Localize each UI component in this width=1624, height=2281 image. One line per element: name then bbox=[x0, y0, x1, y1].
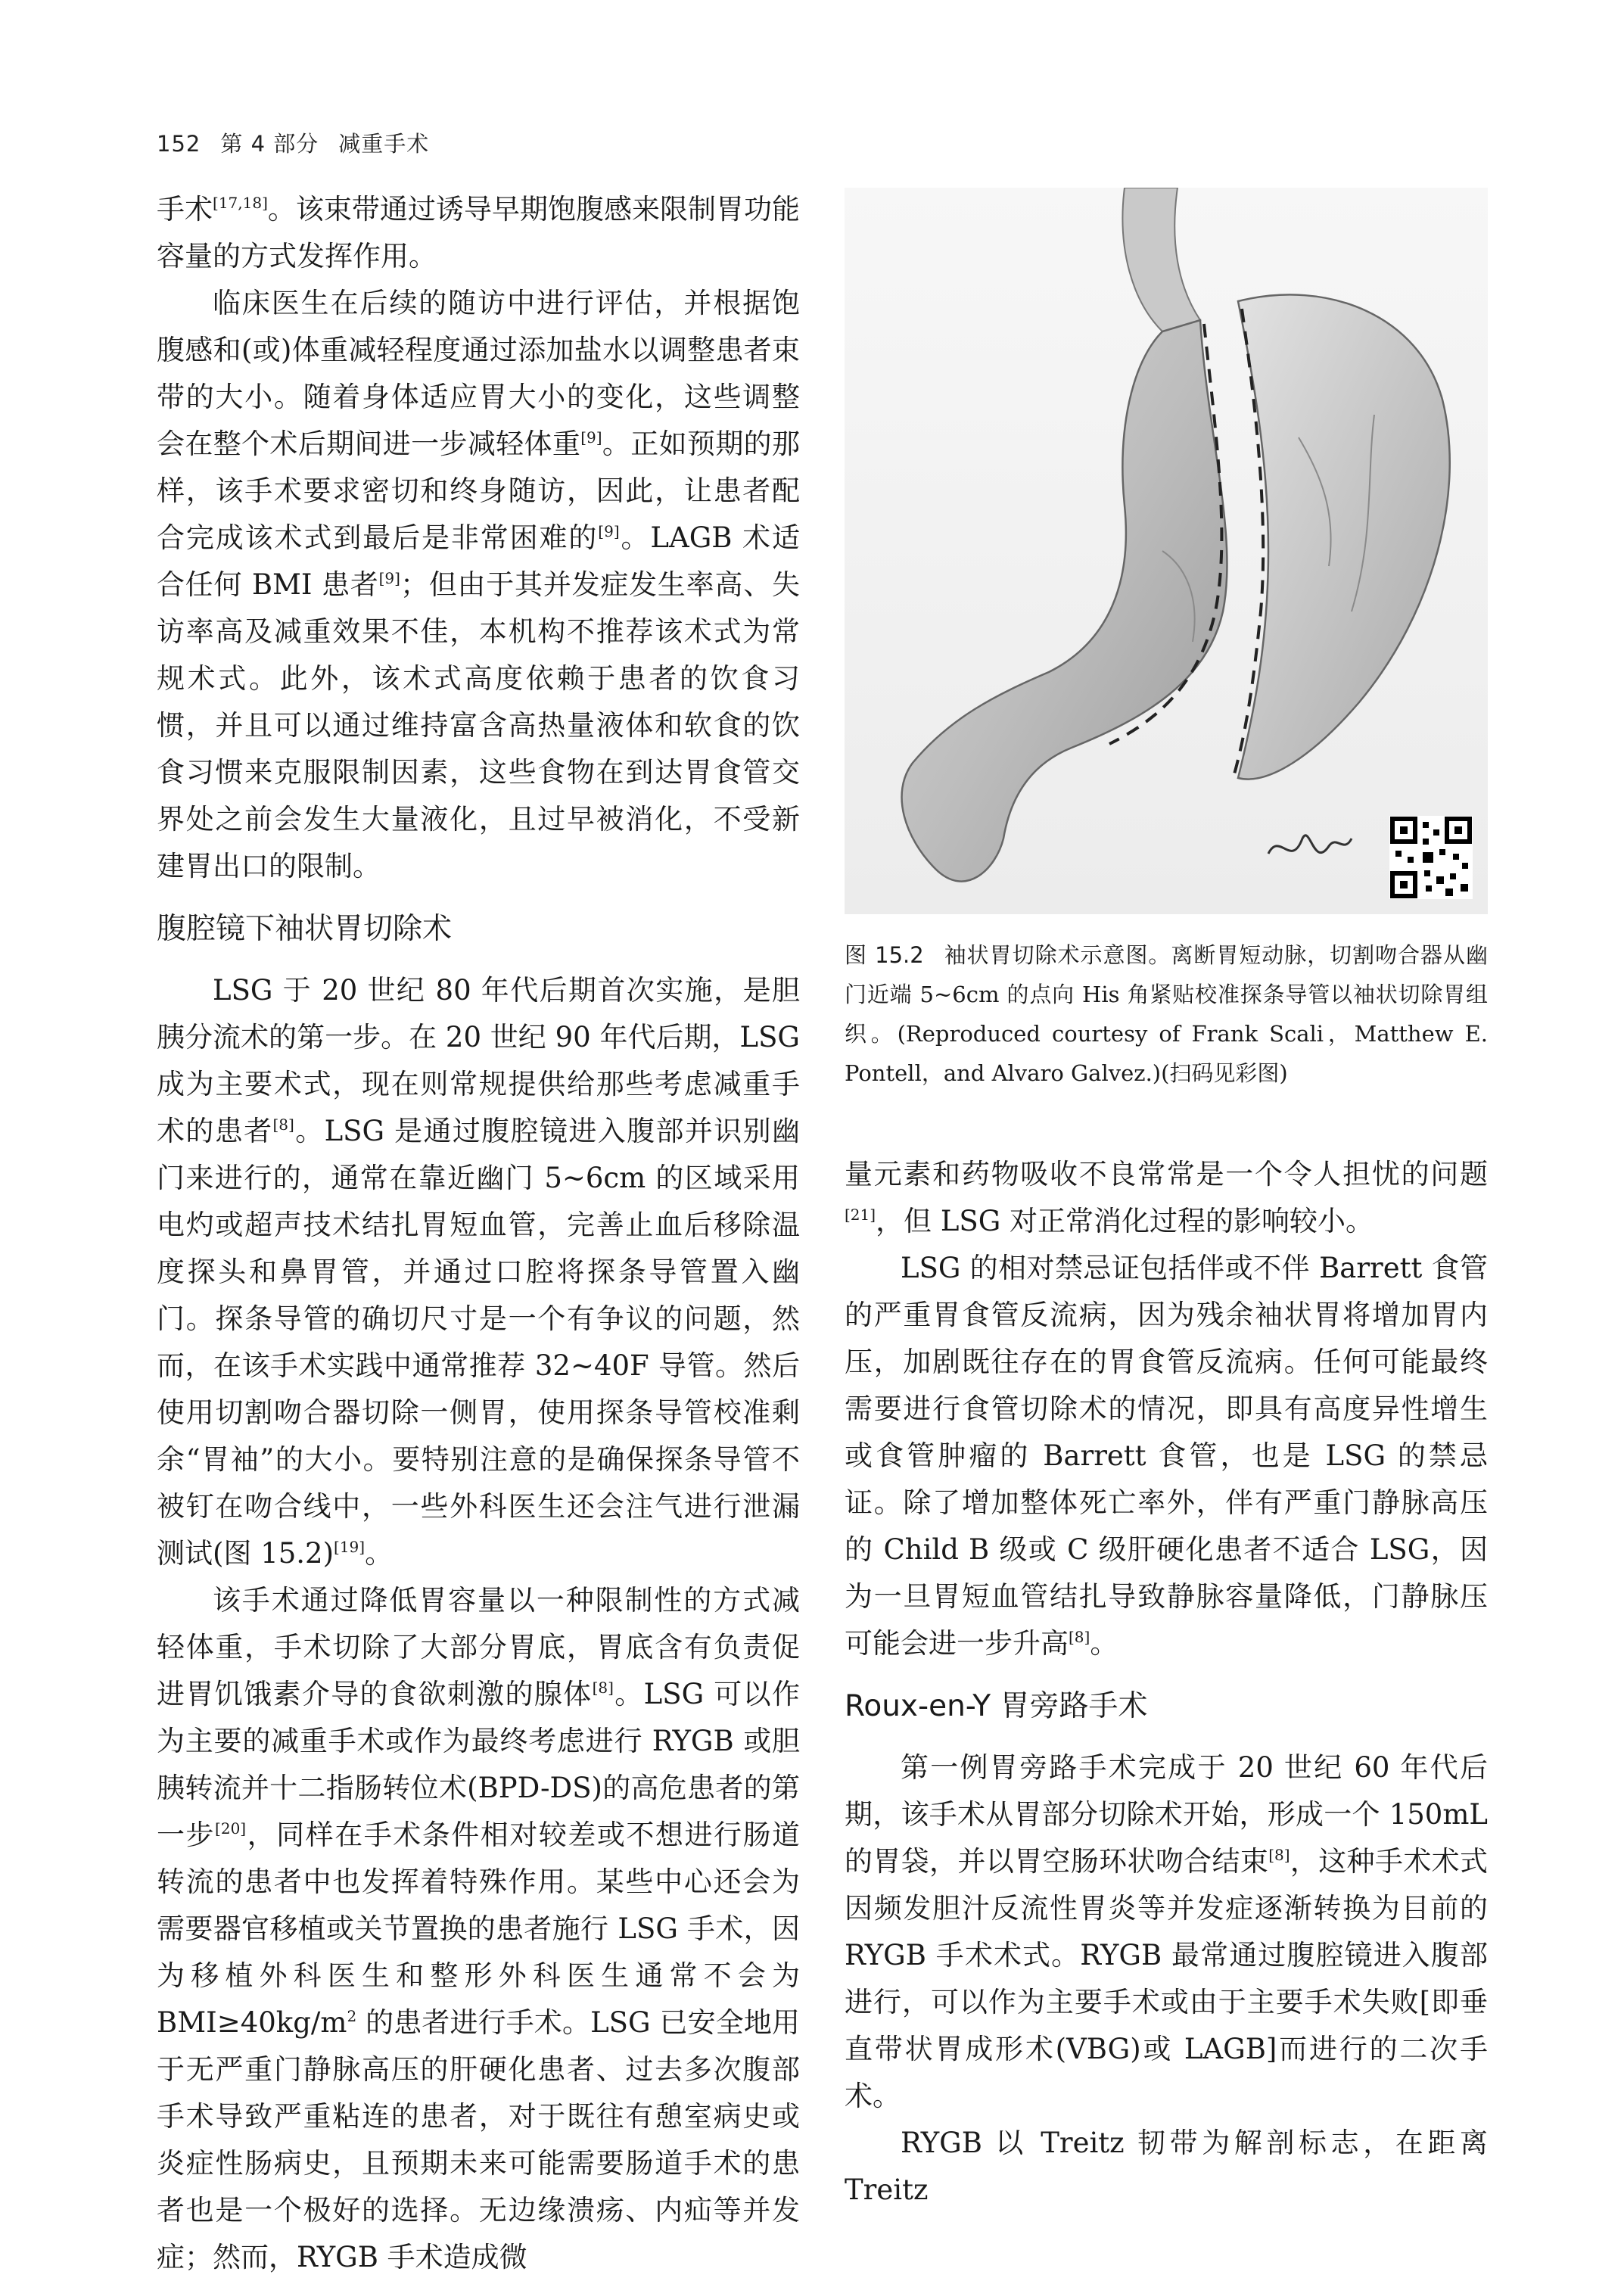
paragraph: 该手术通过降低胃容量以一种限制性的方式减轻体重，手术切除了大部分胃底，胃底含有负责促进胃饥饿素介导的食欲刺激的腺体[8]。LSG 可以作为主要的减重手术或作为最终考虑进行 RYGB 或胆胰转流并十二指肠转位术(BPD-DS)的高危患者的第一步[20]，同样在手术条件相对较差或不想进行肠道转流的患者中也发挥着特殊作用。某些中心还会为需要器官移植或关节置换的患者施行 LSG 手术，因为移植外科医生和整形外科医生通常不会为 $BMI\ge 40kg/m^2$ 的患者进行手术。LSG 已安全地用于无严重门静脉高压的肝硬化患者、过去多次腹部手术导致严重粘连的患者，对于既往有憩室病史或炎症性肠病史，且预期未来可能需要肠道手术的患者也是一个极好的选择。无边缘溃疡、内疝等并发症；然而，RYGB 手术造成微 bbox=[157, 1584, 801, 2273]
gastric-sleeve-shape bbox=[902, 320, 1227, 882]
citation: [8] bbox=[1268, 1846, 1290, 1864]
citation: [9] bbox=[580, 428, 602, 447]
citation: [9] bbox=[598, 522, 620, 540]
citation: [8] bbox=[1069, 1628, 1090, 1646]
caption-text: 袖状胃切除术示意图。离断胃短动脉，切割吻合器从幽门近端 5~6cm 的点向 His 角紧贴校准探条导管以袖状切除胃组织。(Reproduced courtesy of Frank Scali，Matthew E. Pontell，and Alvaro Galvez.)(扫码见彩图) bbox=[845, 942, 1488, 1086]
esophagus-shape bbox=[1122, 188, 1200, 331]
part-title: 减重手术 bbox=[338, 131, 430, 157]
citation: [20] bbox=[215, 1819, 247, 1838]
figure-label: 图 15.2 bbox=[845, 942, 924, 968]
citation: [9] bbox=[378, 569, 400, 587]
paragraph: LSG 的相对禁忌证包括伴或不伴 Barrett 食管的严重胃食管反流病，因为残余袖状胃将增加胃内压，加剧既往存在的胃食管反流病。任何可能最终需要进行食管切除术的情况，即具有高度异性增生或食管肿瘤的 Barrett 食管，也是 LSG 的禁忌证。除了增加整体死亡率外，伴有严重门静脉高压的 Child B 级或 C 级肝硬化患者不适合 LSG，因为一旦胃短血管结扎导致静脉容量降低，门静脉压可能会进一步升高[8]。 bbox=[845, 1252, 1488, 1660]
sleeve-gastrectomy-drawing bbox=[845, 188, 1488, 914]
superscript: 2 bbox=[347, 2007, 357, 2025]
figure-caption bbox=[845, 935, 1488, 1093]
stomach-illustration bbox=[845, 188, 1488, 914]
paragraph: 手术[17,18]。该束带通过诱导早期饱腹感来限制胃功能容量的方式发挥作用。 bbox=[157, 193, 801, 272]
paragraph: 临床医生在后续的随访中进行评估，并根据饱腹感和(或)体重减轻程度通过添加盐水以调整患者束带的大小。随着身体适应胃大小的变化，这些调整会在整个术后期间进一步减轻体重[9]。正如预期的那样，该手术要求密切和终身随访，因此，让患者配合完成该术式到最后是非常困难的[9]。LAGB 术适合任何 BMI 患者[9]；但由于其并发症发生率高、失访率高及减重效果不佳，本机构不推荐该术式为常规术式。此外，该术式高度依赖于患者的饮食习惯，并且可以通过维持富含高热量液体和软食的饮食习惯来克服限制因素，这些食物在到达胃食管交界处之前会发生大量液化，且过早被消化，不受新建胃出口的限制。 bbox=[157, 287, 801, 882]
part-label: 第 4 部分 bbox=[220, 131, 319, 157]
right-column bbox=[845, 1151, 1488, 2214]
left-column bbox=[157, 186, 800, 2281]
citation: [19] bbox=[334, 1538, 366, 1556]
citation: [8] bbox=[272, 1116, 294, 1134]
section-heading: Roux-en-Y 胃旁路手术 bbox=[845, 1689, 1148, 1723]
resected-stomach-shape bbox=[1238, 294, 1450, 779]
paragraph: LSG 于 20 世纪 80 年代后期首次实施，是胆胰分流术的第一步。在 20 世纪 90 年代后期，LSG 成为主要术式，现在则常规提供给那些考虑减重手术的患者[8]。LSG 是通过腹腔镜进入腹部并识别幽门来进行的，通常在靠近幽门 5~6cm 的区域采用电灼或超声技术结扎胃短血管，完善止血后移除温度探头和鼻胃管，并通过口腔将探条导管置入幽门。探条导管的确切尺寸是一个有争议的问题，然而，在该手术实践中通常推荐 32~40F 导管。然后使用切割吻合器切除一侧胃，使用探条导管校准剩余“胃袖”的大小。要特别注意的是确保探条导管不被钉在吻合线中，一些外科医生还会注气进行泄漏测试(图 15.2)[19]。 bbox=[157, 974, 800, 1570]
citation: [8] bbox=[592, 1679, 614, 1697]
page-number: 152 bbox=[157, 131, 201, 157]
section-heading: 腹腔镜下袖状胃切除术 bbox=[157, 912, 453, 946]
artist-signature bbox=[1268, 836, 1352, 854]
running-header bbox=[157, 127, 429, 158]
qr-code-icon bbox=[1389, 816, 1473, 899]
paragraph: 第一例胃旁路手术完成于 20 世纪 60 年代后期，该手术从胃部分切除术开始，形成一个 150mL 的胃袋，并以胃空肠环状吻合结束[8]，这种手术术式因频发胆汁反流性胃炎等并发症逐渐转换为目前的 RYGB 手术术式。RYGB 最常通过腹腔镜进入腹部进行，可以作为主要手术或由于主要手术失败[即垂直带状胃成形术(VBG)或 LAGB]而进行的二次手术。 bbox=[845, 1751, 1489, 2112]
citation: [21] bbox=[845, 1206, 876, 1224]
citation: [17,18] bbox=[213, 194, 268, 212]
paragraph: RYGB 以 Treitz 韧带为解剖标志，在距离 Treitz bbox=[845, 2127, 1488, 2206]
paragraph: 量元素和药物吸收不良常常是一个令人担忧的问题[21]，但 LSG 对正常消化过程的影响较小。 bbox=[845, 1158, 1488, 1237]
